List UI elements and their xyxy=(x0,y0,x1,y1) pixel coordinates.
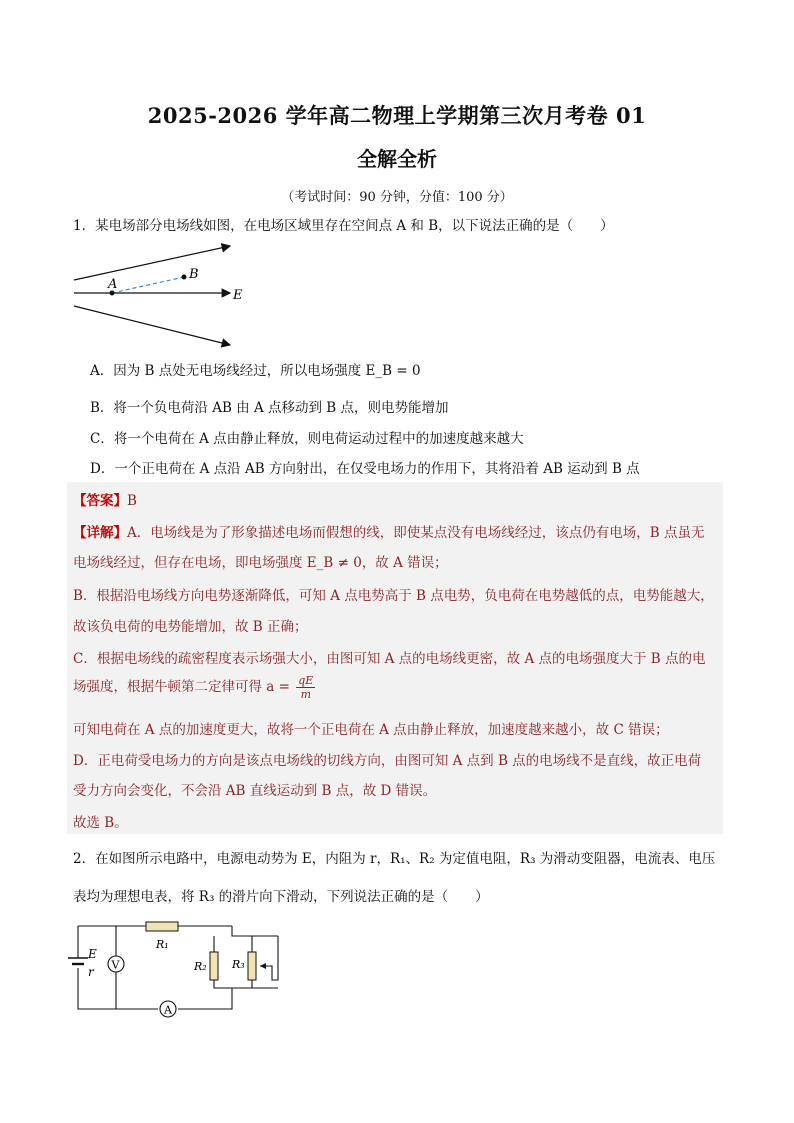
detail-line-2: 电场线经过，但存在电场，即电场强度 E_B ≠ 0，故 A 错误； xyxy=(73,555,448,571)
point-b-dot xyxy=(182,275,187,280)
formula-fraction xyxy=(296,674,315,701)
detail-line-6: 场强度，根据牛顿第二定律可得 a = $\frac{qE}{m}$ xyxy=(73,674,314,701)
q1-field-lines-figure xyxy=(70,238,250,348)
q2-stem-line-2: 表均为理想电表，将 R₃ 的滑片向下滑动，下列说法正确的是（ ） xyxy=(73,889,489,905)
detail-line-4: 故该负电荷的电势能增加，故 B 正确； xyxy=(73,619,308,635)
detail-line-1: 【详解】A．电场线是为了形象描述电场而假想的线，即使某点没有电场线经过，该点仍有电场，B 点虽无 xyxy=(73,525,705,541)
answer-line xyxy=(73,489,137,509)
q2-stem-line-1: 2．在如图所示电路中，电源电动势为 E，内阻为 r，R₁、R₂ 为定值电阻，R₃ 为滑动变阻器，电流表、电压 xyxy=(73,851,716,867)
q1-stem: 1．某电场部分电场线如图，在电场区域里存在空间点 A 和 B，以下说法正确的是（ ） xyxy=(73,218,614,234)
q2-circuit-figure xyxy=(66,918,286,1018)
page-title: 2025-2026 学年高二物理上学期第三次月考卷 01 xyxy=(147,103,647,128)
q1-option-d: D．一个正电荷在 A 点沿 AB 方向射出，在仅受电场力的作用下，其将沿着 AB 运动到 B 点 xyxy=(90,461,640,477)
formula-denominator: m xyxy=(300,688,311,701)
voltmeter-label: V xyxy=(111,958,120,972)
r3-slider-arrow xyxy=(260,963,266,969)
field-line-upper xyxy=(74,246,230,280)
page-subtitle: 全解全析 xyxy=(357,147,437,171)
exam-info: （考试时间：90 分钟，分值：100 分） xyxy=(281,190,513,205)
formula-numerator: qE xyxy=(298,674,314,687)
internal-resistance-label: r xyxy=(88,965,94,979)
segment-ab xyxy=(112,277,184,293)
detail-line-8: D．正电荷受电场力的方向是该点电场线的切线方向，由图可知 A 点到 B 点的电场线不是直线，故正电荷 xyxy=(73,753,702,769)
detail-line-7: 可知电荷在 A 点的加速度更大，故将一个正电荷在 A 点由静止释放，加速度越来越小，故 C 错误； xyxy=(73,722,669,738)
detail-line-3: B．根据沿电场线方向电势逐渐降低，可知 A 点电势高于 B 点电势，负电荷在电势越低的点，电势能越大， xyxy=(73,588,714,604)
detail-line-9: 受力方向会变化，不会沿 AB 直线运动到 B 点，故 D 错误。 xyxy=(73,783,437,799)
point-b-label: B xyxy=(189,267,199,282)
detail-label: 【详解】 xyxy=(73,525,127,541)
resistor-r2 xyxy=(210,952,218,980)
r2-label: R₂ xyxy=(194,960,207,973)
field-e-label: E xyxy=(233,288,243,303)
q1-option-a: A．因为 B 点处无电场线经过，所以电场强度 E_B = 0 xyxy=(90,363,421,379)
ammeter-label: A xyxy=(164,1003,172,1017)
q1-option-c: C．将一个电荷在 A 点由静止释放，则电荷运动过程中的加速度越来越大 xyxy=(90,431,524,447)
field-line-lower xyxy=(74,306,230,345)
r3-label: R₃ xyxy=(232,958,245,971)
answer-label: 【答案】 xyxy=(73,493,127,509)
detail-line-10: 故选 B。 xyxy=(73,815,128,831)
answer-value: B xyxy=(127,493,137,509)
emf-label: E xyxy=(88,947,97,961)
detail-line-5: C．根据电场线的疏密程度表示场强大小，由图可知 A 点的电场线更密，故 A 点的电场强度大于 B 点的电 xyxy=(73,651,706,667)
point-a-label: A xyxy=(108,277,118,292)
resistor-r3 xyxy=(248,952,256,980)
r1-label: R₁ xyxy=(156,938,169,951)
resistor-r1 xyxy=(146,922,178,931)
q1-option-b: B．将一个负电荷沿 AB 由 A 点移动到 B 点，则电势能增加 xyxy=(90,400,449,416)
